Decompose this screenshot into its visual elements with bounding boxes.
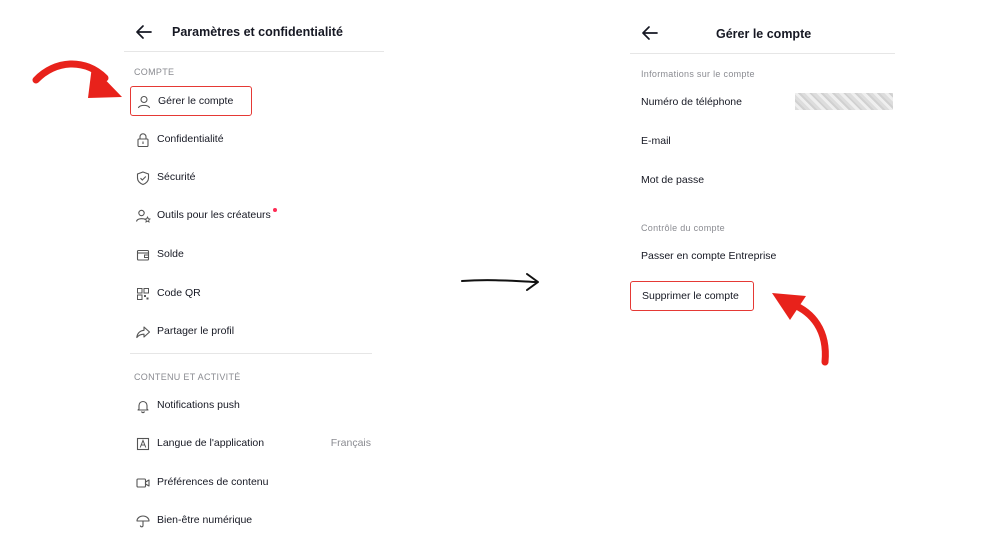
row-label: Supprimer le compte — [642, 290, 739, 302]
row-label: Mot de passe — [641, 174, 705, 186]
menu-item-label: Outils pour les créateurs — [157, 209, 271, 221]
menu-item-label: Gérer le compte — [158, 95, 234, 107]
section-label-content: CONTENU ET ACTIVITÉ — [134, 372, 241, 382]
section-label-account: COMPTE — [134, 67, 175, 77]
menu-item-label: Notifications push — [157, 399, 240, 411]
menu-item-label: Sécurité — [157, 171, 196, 183]
section-label-account-info: Informations sur le compte — [641, 69, 755, 79]
section-label-account-control: Contrôle du compte — [641, 223, 725, 233]
language-value: Français — [330, 437, 371, 449]
transition-arrow-icon — [462, 274, 538, 290]
row-label: Numéro de téléphone — [641, 96, 742, 108]
page-title: Gérer le compte — [716, 27, 812, 41]
row-label: E-mail — [641, 135, 671, 147]
menu-item-label: Langue de l'application — [157, 437, 265, 449]
menu-item-label: Confidentialité — [157, 133, 224, 145]
red-curved-arrow-icon — [772, 293, 825, 362]
menu-item-label: Solde — [157, 248, 184, 260]
menu-item-label: Préférences de contenu — [157, 476, 269, 488]
menu-item-label: Code QR — [157, 287, 201, 299]
red-curved-arrow-icon — [36, 64, 122, 98]
row-label: Passer en compte Entreprise — [641, 250, 777, 262]
menu-item-label: Partager le profil — [157, 325, 235, 337]
page-title: Paramètres et confidentialité — [172, 25, 343, 39]
menu-item-label: Bien-être numérique — [157, 514, 253, 526]
